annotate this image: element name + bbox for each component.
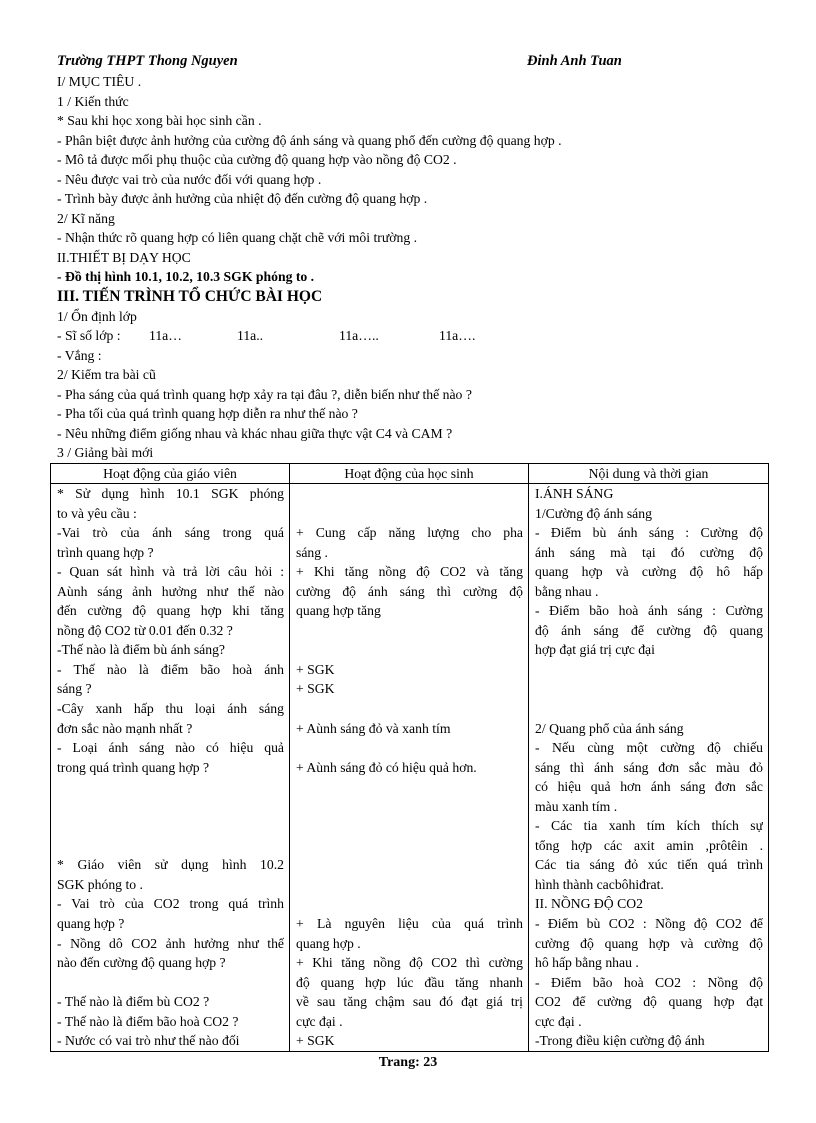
cell-line: - Nếu cùng một cường độ chiếu <box>535 740 763 756</box>
cell-line: màu xanh tím . <box>535 798 618 814</box>
header-school: Trường THPT Thong Nguyen <box>57 53 238 69</box>
cell-line: tổng hợp các axit amin ,prôtêin . <box>535 837 763 853</box>
table-header-content: Nội dung và thời gian <box>529 464 769 484</box>
intro-line: - Phân biệt được ảnh hưởng của cường độ ánh sáng và quang phổ đến cường độ quang hợp . <box>57 132 562 148</box>
intro-line: - Pha sáng của quá trình quang hợp xảy ra tại đâu ?, diễn biến như thế nào ? <box>57 386 472 402</box>
cell-line: - Điểm bão hoà CO2 : Nồng độ <box>535 974 763 990</box>
cell-line: - Nồng dô CO2 ảnh hưởng như thế <box>57 935 284 951</box>
cell-line: -Thế nào là điểm bù ánh sáng? <box>57 642 225 658</box>
cell-line: nồng độ CO2 từ 0.01 đến 0.32 ? <box>57 622 233 638</box>
cell-line: -Trong điều kiện cường độ ánh <box>535 1033 705 1049</box>
cell-line: I.ÁNH SÁNG <box>535 486 614 501</box>
cell-line <box>296 777 523 797</box>
cell-line <box>535 699 763 719</box>
cell-line <box>57 973 284 993</box>
cell-line: cực đại . <box>296 1013 343 1029</box>
cell-line <box>296 504 523 524</box>
class-size-slot: 11a….. <box>339 328 379 344</box>
cell-line: - Nước có vai trò như thế nào đối <box>57 1033 240 1049</box>
cell-line: - Vai trò của CO2 trong quá trình <box>57 896 284 912</box>
cell-line <box>57 816 284 836</box>
cell-line <box>57 797 284 817</box>
cell-line: - Thế nào là điểm bão hoà CO2 ? <box>57 1013 239 1029</box>
cell-line: SGK phóng to . <box>57 876 143 892</box>
subheading: 3 / Giảng bài mới <box>57 445 154 461</box>
intro-line: - Pha tối của quá trình quang hợp diễn ra như thế nào ? <box>57 406 358 422</box>
cell-line <box>296 640 523 660</box>
cell-line: cường độ quang hợp và cường độ <box>535 935 763 951</box>
cell-line: to và yêu cầu : <box>57 505 137 521</box>
table-header-student: Hoạt động của học sinh <box>290 464 529 484</box>
class-size-line <box>57 326 777 346</box>
content-cell <box>529 484 769 1052</box>
cell-line: Aùnh sáng ảnh hưởng như thế nào <box>57 583 284 599</box>
absent-line: - Vắng : <box>57 347 102 363</box>
cell-line: quang hợp . <box>296 935 361 951</box>
cell-line: trong quá trình quang hợp ? <box>57 759 210 775</box>
cell-line: đến cường độ quang hợp khi tăng <box>57 603 284 619</box>
cell-line <box>296 699 523 719</box>
cell-line <box>535 679 763 699</box>
cell-line: II. NỒNG ĐỘ CO2 <box>535 896 643 912</box>
cell-line: hợp đạt giá trị cực đại <box>535 642 655 658</box>
class-size-slot: 11a… <box>149 328 182 344</box>
cell-line: CO2 để cường độ quang hợp đạt <box>535 994 763 1010</box>
lesson-table <box>50 463 769 1052</box>
cell-line <box>57 777 284 797</box>
cell-line: Các tia sáng đỏ xúc tiến quá trình <box>535 857 763 873</box>
cell-line <box>296 797 523 817</box>
subheading: 1/ Ổn định lớp <box>57 308 137 324</box>
cell-line: hình thành cacbôhiđrat. <box>535 876 664 892</box>
subheading: 1 / Kiến thức <box>57 93 129 109</box>
cell-line: - Điểm bù ánh sáng : Cường độ <box>535 525 763 541</box>
lesson-intro <box>57 72 777 463</box>
cell-line: cường độ ánh sáng thì cường độ <box>296 583 523 599</box>
subheading: 2/ Kiểm tra bài cũ <box>57 367 156 383</box>
cell-line: -Vai trò của ánh sáng trong quá <box>57 525 284 541</box>
cell-line <box>296 484 523 504</box>
cell-line <box>296 855 523 875</box>
class-size-slot: 11a.. <box>237 328 264 344</box>
section-heading: II.THIẾT BỊ DẠY HỌC <box>57 249 191 265</box>
intro-line: * Sau khi học xong bài học sinh cần . <box>57 113 262 129</box>
cell-line: -Cây xanh hấp thu loại ánh sáng <box>57 701 284 717</box>
cell-line: sáng ? <box>57 681 92 697</box>
cell-line: * Sử dụng hình 10.1 SGK phóng <box>57 486 284 501</box>
cell-line: + Aùnh sáng đỏ và xanh tím <box>296 720 451 736</box>
cell-line: - Điểm bão hoà ánh sáng : Cường <box>535 603 763 619</box>
cell-line: + Cung cấp năng lượng cho pha <box>296 525 523 541</box>
student-activity-cell <box>290 484 529 1052</box>
class-size-slot: 11a…. <box>439 328 476 344</box>
intro-line: - Nhận thức rõ quang hợp có liên quang chặt chẽ với môi trường . <box>57 230 418 246</box>
cell-line: + Khi tăng nồng độ CO2 thì cường <box>296 955 523 971</box>
table-header-teacher: Hoạt động của giáo viên <box>51 464 290 484</box>
cell-line <box>57 836 284 856</box>
cell-line: bằng nhau . <box>535 583 599 599</box>
cell-line: độ quang hợp lúc đầu tăng nhanh <box>296 974 523 990</box>
cell-line <box>296 816 523 836</box>
cell-line <box>296 738 523 758</box>
cell-line: - Thế nào là điểm bù CO2 ? <box>57 994 210 1010</box>
cell-line: 1/Cường độ ánh sáng <box>535 505 652 521</box>
intro-line: - Trình bày được ảnh hưởng của nhiệt độ đến cường độ quang hợp . <box>57 191 428 207</box>
cell-line: + Aùnh sáng đỏ có hiệu quả hơn. <box>296 759 477 775</box>
cell-line: + SGK <box>296 661 335 677</box>
cell-line: đơn sắc nào mạnh nhất ? <box>57 720 193 736</box>
cell-line <box>296 621 523 641</box>
cell-line <box>296 836 523 856</box>
cell-line: độ ánh sáng để cường độ quang <box>535 622 763 638</box>
cell-line: - Loại ánh sáng nào có hiệu quả <box>57 740 284 756</box>
cell-line: cực đại . <box>535 1013 582 1029</box>
cell-line: - Các tia xanh tím kích thích sự <box>535 818 763 834</box>
subheading: 2/ Kĩ năng <box>57 210 115 226</box>
cell-line: trình quang hợp ? <box>57 544 154 560</box>
cell-line: - Quan sát hình và trả lời câu hỏi : <box>57 564 284 580</box>
cell-line: có hiệu quả hơn ánh sáng đơn sắc <box>535 779 763 795</box>
intro-line: - Mô tả được mối phụ thuộc của cường độ quang hợp vào nồng độ CO2 . <box>57 152 457 168</box>
cell-line: ánh sáng mà tại đó cường độ <box>535 544 763 560</box>
intro-line: - Nêu những điểm giống nhau và khác nhau giữa thực vật C4 và CAM ? <box>57 425 453 441</box>
cell-line: quang hợp và cường độ hô hấp <box>535 564 763 580</box>
cell-line: + Khi tăng nồng độ CO2 và tăng <box>296 564 523 580</box>
intro-line: - Nêu được vai trò của nước đối với quang hợp . <box>57 171 322 187</box>
cell-line: quang hợp tăng <box>296 603 381 619</box>
cell-line <box>296 875 523 895</box>
cell-line: + SGK <box>296 1033 335 1049</box>
teacher-activity-cell <box>51 484 290 1052</box>
class-size-label: - Sĩ số lớp : <box>57 328 121 344</box>
cell-line: hô hấp bằng nhau . <box>535 955 639 971</box>
cell-line: + Là nguyên liệu của quá trình <box>296 916 523 932</box>
equipment-line: - Đồ thị hình 10.1, 10.2, 10.3 SGK phóng to . <box>57 269 315 285</box>
cell-line: - Điểm bù CO2 : Nồng độ CO2 để <box>535 916 763 932</box>
cell-line: quang hợp ? <box>57 916 125 932</box>
cell-line <box>535 660 763 680</box>
cell-line: - Thế nào là điểm bão hoà ánh <box>57 661 284 677</box>
cell-line: sáng thì ánh sáng đơn sắc màu đỏ <box>535 759 763 775</box>
page-number: Trang: 23 <box>378 1055 438 1070</box>
cell-line: * Giáo viên sử dụng hình 10.2 <box>57 857 284 873</box>
cell-line: về sau tăng chậm sau đó đạt giá trị <box>296 994 523 1010</box>
cell-line: nào đến cường độ quang hợp ? <box>57 955 226 971</box>
cell-line: + SGK <box>296 681 335 697</box>
section-heading: III. TIẾN TRÌNH TỔ CHỨC BÀI HỌC <box>57 288 323 306</box>
header-author: Đinh Anh Tuan <box>527 53 622 69</box>
cell-line <box>296 894 523 914</box>
section-heading: I/ MỤC TIÊU . <box>57 74 142 89</box>
cell-line: 2/ Quang phổ của ánh sáng <box>535 720 684 736</box>
cell-line: sáng . <box>296 544 328 560</box>
